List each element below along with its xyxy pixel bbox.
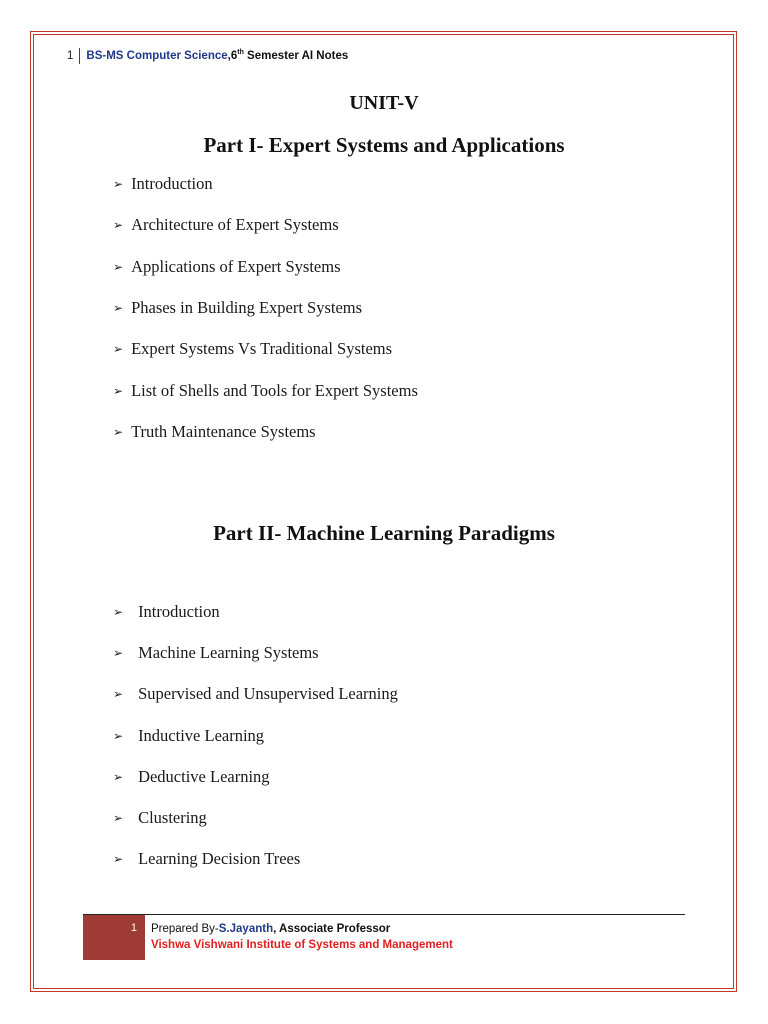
list-item-label: List of Shells and Tools for Expert Systems: [131, 380, 418, 400]
list-item: [113, 297, 362, 319]
footer-prepared-by: Prepared By-: [151, 923, 219, 935]
list-item: [113, 256, 341, 278]
list-item-label: Clustering: [138, 808, 207, 827]
footer-role: , Associate Professor: [273, 923, 391, 935]
list-item: [113, 848, 300, 870]
arrow-bullet-icon: ➢: [113, 259, 124, 274]
header-semester: [228, 50, 349, 62]
list-item: [113, 683, 398, 705]
list-item: [113, 725, 264, 747]
part1-title: Part I- Expert Systems and Applications: [203, 133, 565, 157]
arrow-bullet-icon: ➢: [113, 177, 124, 191]
arrow-bullet-icon: ➢: [113, 687, 124, 702]
list-item-label: Expert Systems Vs Traditional Systems: [131, 339, 393, 359]
arrow-bullet-icon: ➢: [113, 728, 124, 743]
footer-institute: Vishwa Vishwani Institute of Systems and Management: [151, 939, 453, 951]
list-item-label: Introduction: [138, 602, 220, 621]
arrow-bullet-icon: ➢: [113, 342, 124, 357]
arrow-bullet-icon: ➢: [113, 424, 124, 439]
list-item: [113, 766, 270, 788]
arrow-bullet-icon: ➢: [113, 811, 124, 825]
arrow-bullet-icon: ➢: [113, 646, 124, 661]
list-item-label: Deductive Learning: [138, 766, 270, 786]
list-item-label: Truth Maintenance Systems: [131, 421, 316, 441]
list-item: [113, 601, 220, 623]
list-item-label: Machine Learning Systems: [138, 643, 319, 663]
header-page-number: 1: [67, 50, 74, 62]
header-semester-sup: th: [237, 49, 244, 57]
list-item: [113, 214, 339, 236]
list-item: [113, 338, 392, 360]
list-item: [113, 421, 316, 443]
header-semester-suffix: Semester AI Notes: [243, 50, 349, 62]
list-item-label: Introduction: [131, 174, 213, 193]
arrow-bullet-icon: ➢: [113, 383, 124, 398]
list-item-label: Supervised and Unsupervised Learning: [138, 684, 398, 704]
list-item: [113, 173, 213, 195]
list-item: [113, 807, 207, 829]
list-item-label: Learning Decision Trees: [138, 849, 301, 869]
list-item-label: Applications of Expert Systems: [131, 256, 341, 276]
part2-title: Part II- Machine Learning Paradigms: [213, 521, 555, 545]
footer-rule: [83, 914, 685, 915]
arrow-bullet-icon: ➢: [113, 852, 124, 867]
arrow-bullet-icon: ➢: [113, 218, 124, 233]
footer-credit: [151, 921, 453, 953]
arrow-bullet-icon: ➢: [113, 769, 124, 784]
list-item: [113, 380, 418, 402]
list-item: [113, 642, 319, 664]
list-item-label: Inductive Learning: [138, 725, 265, 745]
unit-title: UNIT-V: [349, 92, 419, 114]
footer-author: S.Jayanth: [218, 923, 274, 935]
list-item-label: Phases in Building Expert Systems: [131, 297, 363, 317]
list-item-label: Architecture of Expert Systems: [131, 215, 339, 235]
footer-page-number: 1: [83, 915, 145, 960]
header-course: BS-MS Computer Science: [86, 50, 228, 62]
header-separator: [79, 48, 80, 64]
arrow-bullet-icon: ➢: [113, 300, 124, 315]
header-semester-prefix: ,6: [227, 50, 238, 62]
arrow-bullet-icon: ➢: [113, 605, 124, 619]
page-header: [67, 47, 348, 65]
